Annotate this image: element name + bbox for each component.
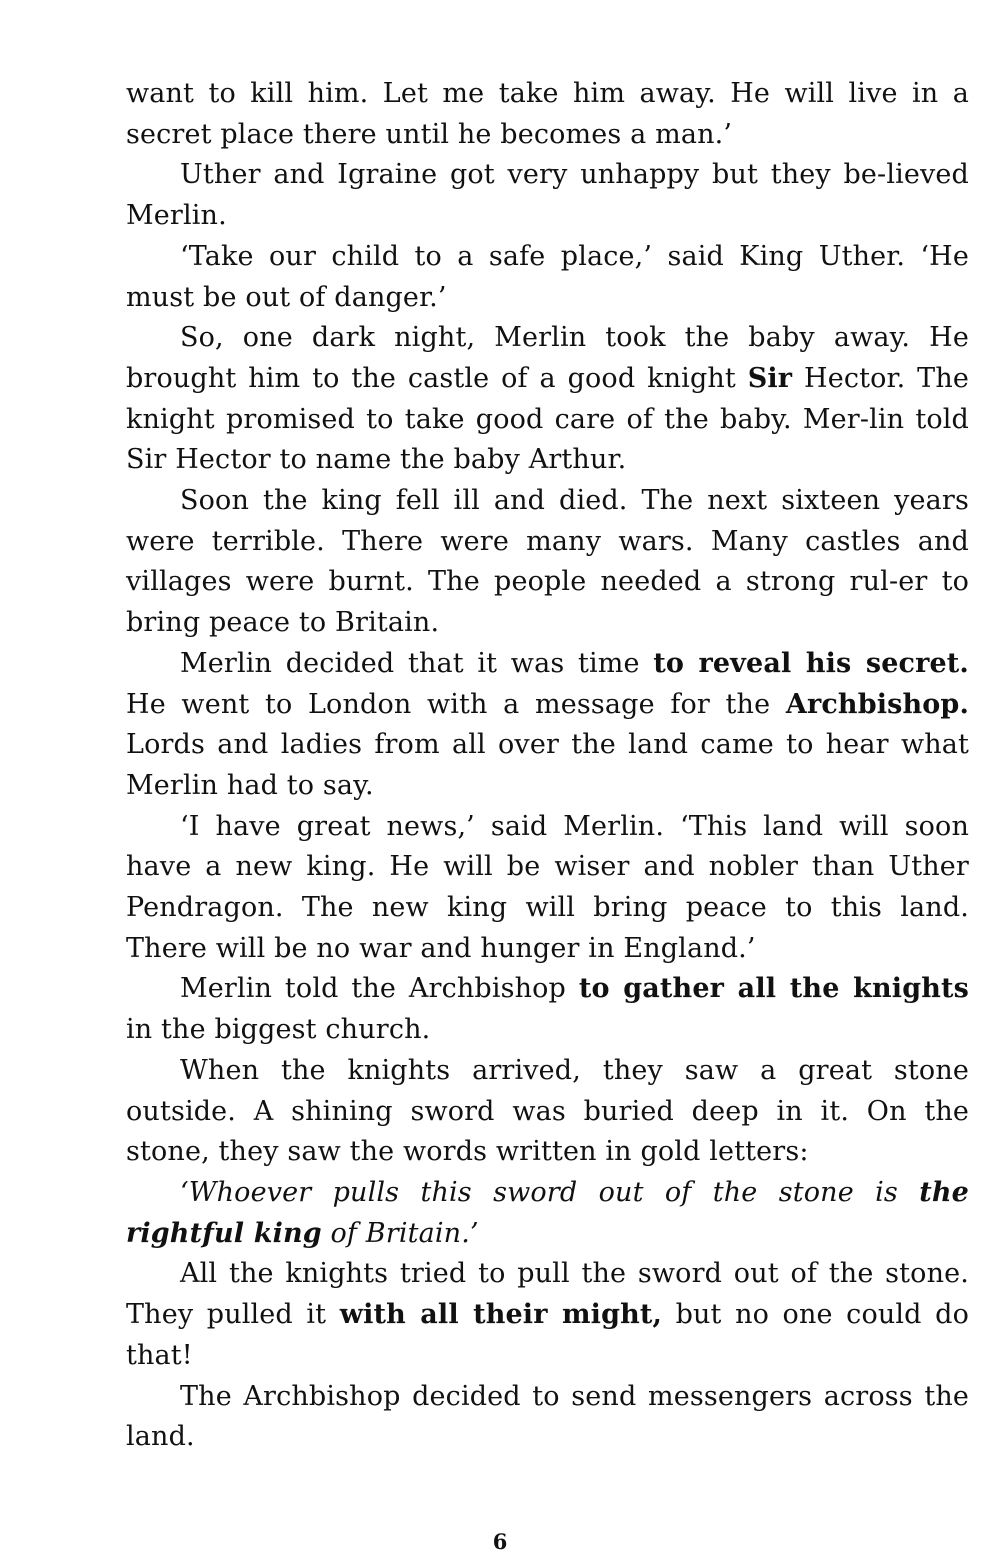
- bold-term: to gather all the knights: [578, 973, 969, 1005]
- paragraph: [126, 807, 969, 970]
- page-number: 6: [492, 1529, 508, 1554]
- text-run: All the knights tried to pull the sword out of the stone. They pulled it: [126, 1258, 969, 1331]
- text-run: Uther and Igraine got very unhappy but they be-lieved Merlin.: [126, 159, 969, 232]
- bold-term: to reveal his secret.: [653, 647, 969, 679]
- paragraph: [126, 318, 969, 481]
- bold-term: Sir: [747, 362, 793, 394]
- text-run: Soon the king fell ill and died. The next sixteen years were terrible. There were many wars. Many castles and villages were burnt. The people needed a strong rul-er to bring peace to Britain.: [126, 485, 969, 639]
- paragraph: [126, 237, 969, 318]
- text-run: When the knights arrived, they saw a great stone outside. A shining sword was buried deep in it. On the stone, they saw the words written in gold letters:: [126, 1054, 969, 1168]
- text-run: The Archbishop decided to send messengers across the land.: [126, 1380, 969, 1453]
- inscription-paragraph: [126, 1173, 969, 1254]
- text-run: Lords and ladies from all over the land came to hear what Merlin had to say.: [126, 729, 969, 801]
- text-run: Hector. The knight promised to take good care of the baby. Mer-lin told Sir Hector to name the baby Arthur.: [126, 362, 969, 476]
- paragraph: [126, 155, 969, 236]
- paragraph: [126, 1254, 969, 1376]
- italic-text-run: ‘Whoever pulls this sword out of the stone is: [180, 1176, 920, 1208]
- book-page-body: [126, 74, 969, 1458]
- text-run: ‘Take our child to a safe place,’ said King Uther. ‘He must be out of danger.’: [126, 240, 969, 313]
- paragraph: [126, 1377, 969, 1458]
- text-run: ‘I have great news,’ said Merlin. ‘This land will soon have a new king. He will be wiser and nobler than Uther Pendragon. The new king will bring peace to this land. There will be no war and hunger in England.’: [126, 810, 969, 964]
- paragraph: [126, 969, 969, 1050]
- bold-term: Archbishop.: [785, 688, 969, 720]
- text-run: in the biggest church.: [126, 1014, 431, 1046]
- text-run: So, one dark night, Merlin took the baby away. He brought him to the castle of a good knight: [126, 322, 969, 394]
- text-run: Merlin decided that it was time: [180, 647, 654, 679]
- paragraph: [126, 481, 969, 644]
- text-run: He went to London with a message for the: [126, 688, 786, 720]
- text-run: Merlin told the Archbishop: [180, 973, 579, 1005]
- bold-italic-term: the rightful king: [126, 1176, 969, 1249]
- text-run: want to kill him. Let me take him away. He will live in a secret place there until he becomes a man.’: [126, 78, 969, 150]
- paragraph: [126, 1051, 969, 1173]
- text-run: but no one could do that!: [126, 1299, 969, 1371]
- bold-term: with all their might,: [339, 1299, 663, 1331]
- paragraph: [126, 74, 969, 155]
- italic-text-run: of Britain.’: [321, 1217, 479, 1249]
- paragraph: [126, 644, 969, 807]
